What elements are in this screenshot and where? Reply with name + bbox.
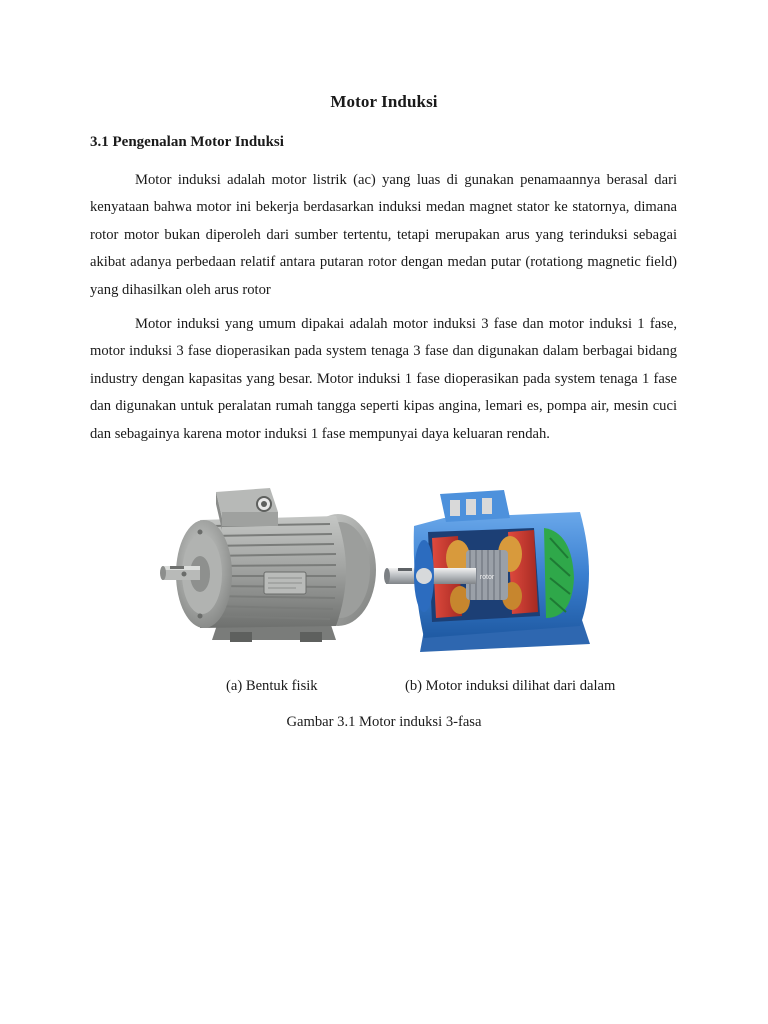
page-title: Motor Induksi <box>330 92 438 111</box>
figure-caption: Gambar 3.1 Motor induksi 3-fasa <box>286 714 482 730</box>
paragraph-2-text: Motor induksi yang umum dipakai adalah motor induksi 3 fase dan motor induksi 1 fase, motor induksi 3 fase dioperasikan pada system tenaga 3 fase dan digunakan dalam berbagai bidang industry dengan kapasitas yang besar. Motor induksi 1 fase dioperasikan pada system tenaga 1 fase dan digunakan untuk peralatan rumah tangga seperti kipas angina, lemari es, pompa air, mesin cuci dan sebagainya karena motor induksi 1 fase mempunyai daya keluaran rendah. <box>90 316 677 442</box>
paragraph-1-text: Motor induksi adalah motor listrik (ac) yang luas di gunakan penamaannya berasal dari kenyataan bahwa motor ini bekerja berdasarkan induksi medan magnet stator ke statornya, dimana rotor motor bukan diperoleh dari sumber tertentu, tetapi merupakan arus yang terinduksi sebagai akibat adanya perbedaan relatif antara putaran rotor dengan medan putar (rotationg magnetic field) yang dihasilkan oleh arus rotor <box>90 172 677 298</box>
figure-caption-b: (b) Motor induksi dilihat dari dalam <box>405 678 616 694</box>
paragraph-2 <box>90 311 677 448</box>
motor-exterior-image <box>160 482 382 658</box>
motor-cutaway-image <box>384 488 606 656</box>
rotor-label: rotor <box>479 574 495 581</box>
figure-caption-a: (a) Bentuk fisik <box>226 678 318 694</box>
section-heading: 3.1 Pengenalan Motor Induksi <box>90 134 284 150</box>
paragraph-1 <box>90 167 677 304</box>
